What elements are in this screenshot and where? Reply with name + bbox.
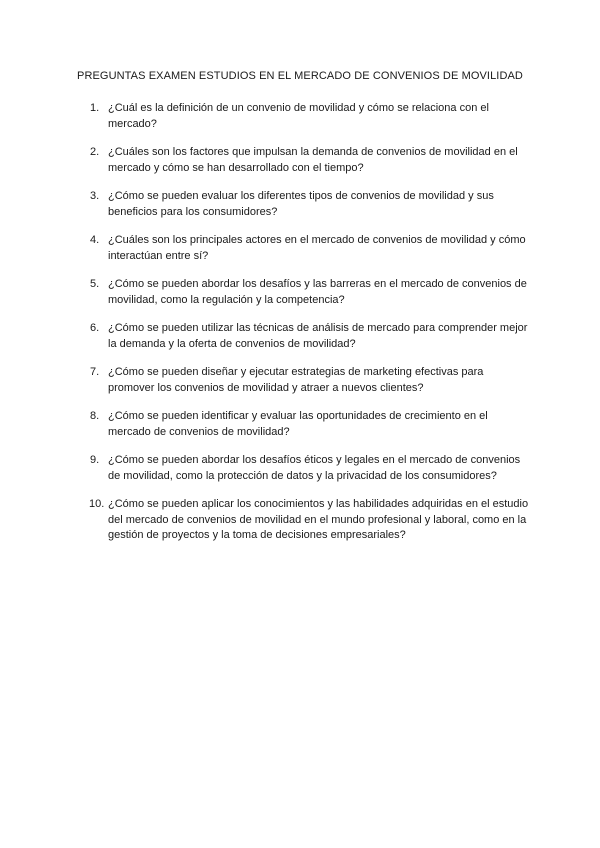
- question-number: 10.: [89, 498, 105, 510]
- question-number: 2.: [90, 146, 100, 158]
- question-number: 4.: [90, 234, 100, 246]
- question-number: 7.: [90, 366, 100, 378]
- question-item: [90, 365, 530, 396]
- question-text: ¿Cómo se pueden identificar y evaluar las oportunidades de crecimiento en el mercado de convenios de movilidad?: [108, 410, 488, 438]
- question-number: 3.: [90, 190, 100, 202]
- question-text: ¿Cómo se pueden abordar los desafíos y las barreras en el mercado de convenios de movilidad, como la regulación y la competencia?: [108, 278, 527, 306]
- question-item: [90, 497, 530, 544]
- question-list: [90, 101, 530, 557]
- question-text: ¿Cuáles son los factores que impulsan la demanda de convenios de movilidad en el mercado y cómo se han desarrollado con el tiempo?: [108, 146, 518, 174]
- question-item: [90, 145, 530, 176]
- question-item: [90, 453, 530, 484]
- question-item: [90, 233, 530, 264]
- question-item: [90, 409, 530, 440]
- question-item: [90, 189, 530, 220]
- question-item: [90, 101, 530, 132]
- question-number: 8.: [90, 410, 100, 422]
- question-text: ¿Cómo se pueden diseñar y ejecutar estrategias de marketing efectivas para promover los convenios de movilidad y atraer a nuevos clientes?: [108, 366, 484, 394]
- question-text: ¿Cómo se pueden aplicar los conocimientos y las habilidades adquiridas en el estudio del mercado de convenios de movilidad en el mundo profesional y laboral, como en la gestión de proyectos y la toma de decisiones empresariales?: [108, 498, 529, 541]
- question-text: ¿Cuál es la definición de un convenio de movilidad y cómo se relaciona con el mercado?: [108, 102, 489, 130]
- question-text: ¿Cómo se pueden abordar los desafíos éticos y legales en el mercado de convenios de movilidad, como la protección de datos y la privacidad de los consumidores?: [108, 454, 521, 482]
- question-number: 9.: [90, 454, 100, 466]
- question-number: 5.: [90, 278, 100, 290]
- question-text: ¿Cómo se pueden evaluar los diferentes tipos de convenios de movilidad y sus beneficios para los consumidores?: [108, 190, 494, 218]
- question-item: [90, 321, 530, 352]
- question-number: 6.: [90, 322, 100, 334]
- document-title: PREGUNTAS EXAMEN ESTUDIOS EN EL MERCADO DE CONVENIOS DE MOVILIDAD: [77, 70, 523, 82]
- question-text: ¿Cómo se pueden utilizar las técnicas de análisis de mercado para comprender mejor la demanda y la oferta de convenios de movilidad?: [108, 322, 528, 350]
- question-item: [90, 277, 530, 308]
- question-number: 1.: [90, 102, 100, 114]
- question-text: ¿Cuáles son los principales actores en el mercado de convenios de movilidad y cómo interactúan entre sí?: [108, 234, 526, 262]
